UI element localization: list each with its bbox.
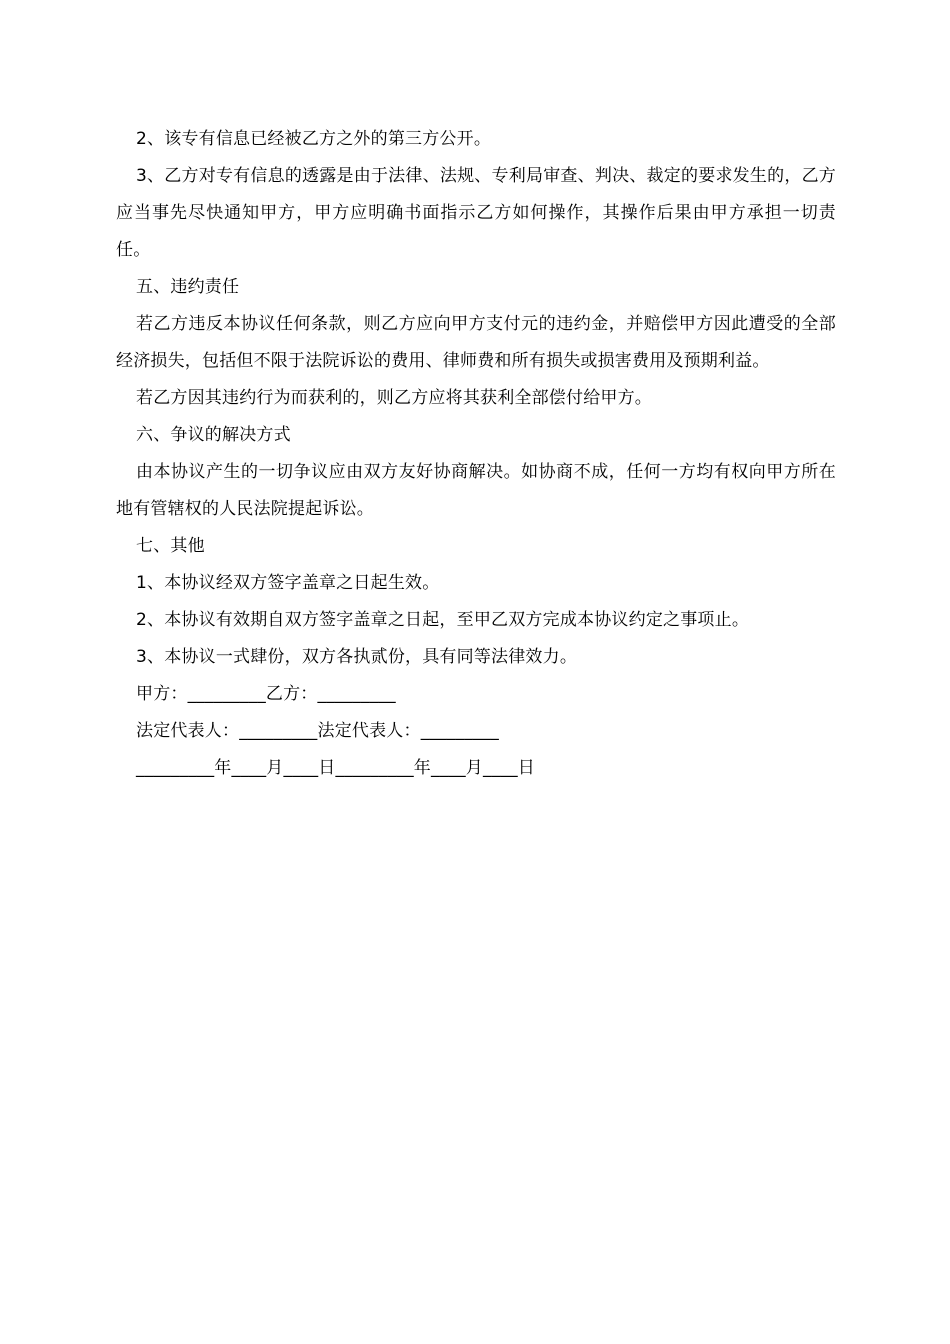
other-clause-2: 2、本协议有效期自双方签字盖章之日起，至甲乙双方完成本协议约定之事项止。 (136, 610, 750, 630)
date-line: _________年____月____日_________年____月____日 (136, 758, 535, 778)
section-heading-other: 七、其他 (136, 536, 205, 556)
section-heading-dispute: 六、争议的解决方式 (136, 425, 291, 445)
other-clause-3: 3、本协议一式肆份，双方各执贰份，具有同等法律效力。 (136, 647, 578, 667)
other-clause-1: 1、本协议经双方签字盖章之日起生效。 (136, 573, 440, 593)
breach-penalty-paragraph: 若乙方违反本协议任何条款，则乙方应向甲方支付元的违约金，并赔偿甲方因此遭受的全部经济损失，包括但不限于法院诉讼的费用、律师费和所有损失或损害费用及预期利益。 (116, 314, 836, 371)
party-signature-line: 甲方：_________乙方：_________ (136, 684, 396, 704)
legal-representative-line: 法定代表人：_________法定代表人：_________ (136, 721, 499, 741)
dispute-resolution-paragraph: 由本协议产生的一切争议应由双方友好协商解决。如协商不成，任何一方均有权向甲方所在地有管辖权的人民法院提起诉讼。 (116, 462, 836, 519)
document-body (116, 121, 836, 787)
breach-profit-paragraph: 若乙方因其违约行为而获利的，则乙方应将其获利全部偿付给甲方。 (136, 388, 652, 408)
clause-2-third-party-disclosure: 2、该专有信息已经被乙方之外的第三方公开。 (136, 129, 492, 149)
clause-3-legal-disclosure: 3、乙方对专有信息的透露是由于法律、法规、专利局审查、判决、裁定的要求发生的，乙方应当事先尽快通知甲方，甲方应明确书面指示乙方如何操作，其操作后果由甲方承担一切责任。 (116, 166, 836, 260)
section-heading-breach: 五、违约责任 (136, 277, 240, 297)
